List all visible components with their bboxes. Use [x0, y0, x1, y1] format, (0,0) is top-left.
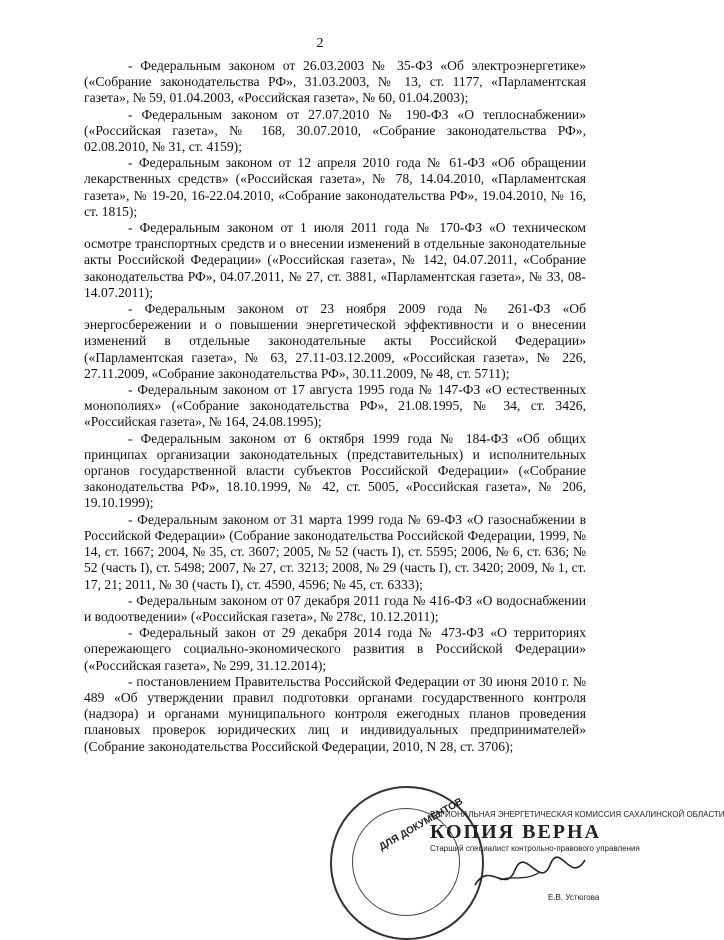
certified-copy-stamp — [430, 810, 724, 853]
paragraph: - постановлением Правительства Российской Федерации от 30 июня 2010 г. № 489 «Об утверждении правил подготовки органами государственного контроля (надзора) и органами муниципального контроля ежегодных планов проведения плановых проверок юридических лиц и индивидуальных предпринимателей» (Собрание законодательства Российской Федерации, 2010, N 28, ст. 3706); — [84, 673, 586, 754]
seal-text: ДЛЯ ДОКУМЕНТОВ — [377, 796, 465, 853]
paragraph: - Федеральным законом от 07 декабря 2011 года № 416-ФЗ «О водоснабжении и водоотведении» («Российская газета», № 278с, 10.12.2011); — [84, 592, 586, 624]
signer-name: Е.В. Устюгова — [548, 893, 600, 902]
paragraph: - Федеральным законом от 26.03.2003 № 35-ФЗ «Об электроэнергетике» («Собрание законодательства РФ», 31.03.2003, № 13, ст. 1177, «Парламентская газета», № 59, 01.04.2003, «Российская газета», № 60, 01.04.2003); — [84, 58, 586, 106]
paragraph: - Федеральным законом от 27.07.2010 № 190-ФЗ «О теплоснабжении» («Российская газета», № 168, 30.07.2010, «Собрание законодательства РФ», 02.08.2010, № 31, ст. 4159); — [84, 106, 586, 155]
page-number: 2 — [316, 36, 324, 51]
stamp-organization: РЕГИОНАЛЬНАЯ ЭНЕРГЕТИЧЕСКАЯ КОМИССИЯ САХАЛИНСКОЙ ОБЛАСТИ — [430, 810, 724, 819]
paragraph: - Федеральным законом от 1 июля 2011 года № 170-ФЗ «О техническом осмотре транспортных средств и о внесении изменений в отдельные законодательные акты Российской Федерации» («Российская газета», № 142, 04.07.2011, «Собрание законодательства РФ», 04.07.2011, № 27, ст. 3881, «Парламентская газета», № 33, 08-14.07.2011); — [84, 220, 586, 300]
paragraph: - Федеральным законом от 6 октября 1999 года № 184-ФЗ «Об общих принципах организации законодательных (представительных) и исполнительных органов государственной власти субъектов Российской Федерации» («Собрание законодательства РФ», 18.10.1999, № 42, ст. 5005, «Российская газета», № 206, 19.10.1999); — [84, 430, 586, 511]
paragraph: - Федеральный закон от 29 декабря 2014 года № 473-ФЗ «О территориях опережающего социально-экономического развития в Российской Федерации» («Российская газета», № 299, 31.12.2014); — [84, 625, 586, 673]
stamp-position: Старший специалист контрольно-правового управления — [430, 844, 640, 853]
document-body — [84, 58, 586, 755]
stamp-copy-title: КОПИЯ ВЕРНА — [430, 821, 602, 843]
paragraph: - Федеральным законом от 23 ноября 2009 года № 261-ФЗ «Об энергосбережении и о повышении энергетической эффективности и о внесении изменений в отдельные законодательные акты Российской Федерации» («Парламентская газета», № 63, 27.11-03.12.2009, «Российская газета», № 226, 27.11.2009, «Собрание законодательства РФ», 30.11.2009, № 48, ст. 5711); — [84, 301, 586, 381]
paragraph: - Федеральным законом от 31 марта 1999 года № 69-ФЗ «О газоснабжении в Российской Федерации» (Собрание законодательства Российской Федерации, 1999, № 14, ст. 1667; 2004, № 35, ст. 3607; 2005, № 52 (часть I), ст. 5595; 2006, № 6, ст. 636; № 52 (часть I), ст. 5498; 2007, № 27, ст. 3213; 2008, № 29 (часть I), ст. 3420; 2009, № 1, ст. 17, 21; 2011, № 30 (часть I), ст. 4590, 4596; № 45, ст. 6333); — [84, 511, 586, 592]
paragraph: - Федеральным законом от 17 августа 1995 года № 147-ФЗ «О естественных монополиях» («Собрание законодательства РФ», 21.08.1995, № 34, ст. 3426, «Российская газета», № 164, 24.08.1995); — [84, 382, 586, 430]
paragraph: - Федеральным законом от 12 апреля 2010 года № 61-ФЗ «Об обращении лекарственных средств» («Российская газета», № 78, 14.04.2010, «Парламентская газета», № 19-20, 16-22.04.2010, «Собрание законодательства РФ», 19.04.2010, № 16, ст. 1815); — [84, 155, 586, 219]
